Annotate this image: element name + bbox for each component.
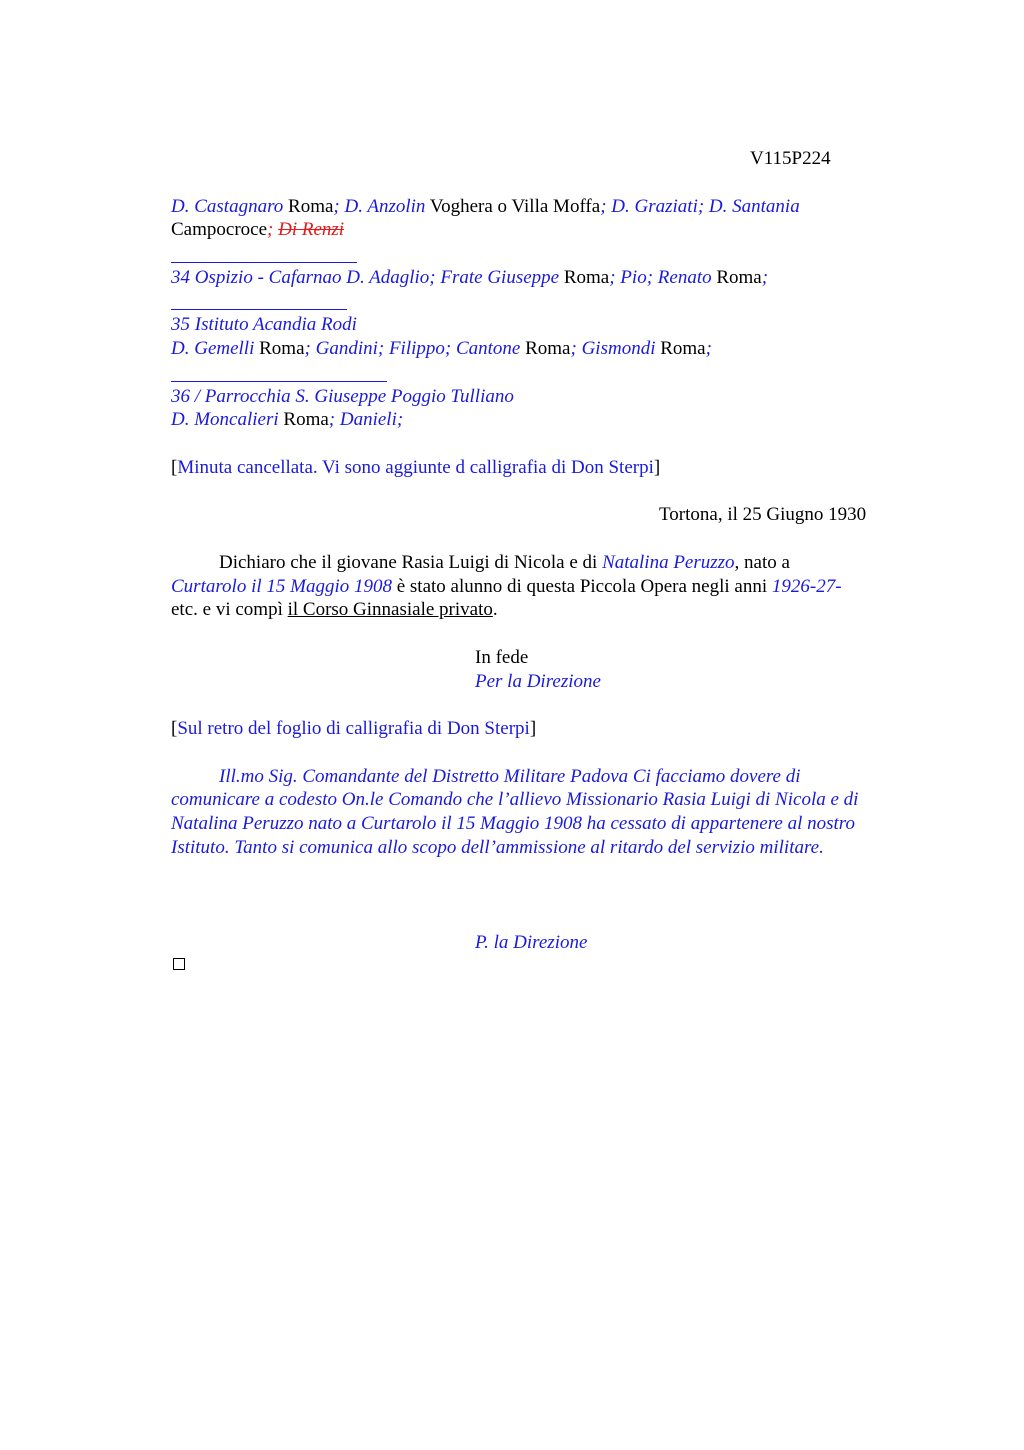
mother-name: Natalina Peruzzo <box>602 552 735 573</box>
name-castagnaro: D. Castagnaro <box>171 196 284 217</box>
school-years: 1926-27- <box>771 576 842 597</box>
letter-line-2: comunicare a codesto On.le Comando che l’allievo Missionario Rasia Luigi di Nicola e di <box>171 789 859 810</box>
divider-rule <box>171 309 347 310</box>
body-text: Dichiaro che il giovane Rasia Luigi di Nicola e di <box>219 552 603 573</box>
names-line-1 <box>171 195 800 218</box>
bracket-open: [ <box>171 718 178 739</box>
divider-rule <box>171 381 387 382</box>
signature-direzione: P. la Direzione <box>475 932 588 953</box>
section-36-line <box>171 408 403 431</box>
divider-rule <box>171 262 357 263</box>
document-code: V115P224 <box>750 148 831 169</box>
city-roma: Roma <box>655 338 706 359</box>
bracket-close: ] <box>653 457 661 478</box>
in-fede: In fede <box>475 647 529 668</box>
editorial-note-1 <box>171 456 660 479</box>
names-graziati-santania: D. Graziati; D. Santania <box>606 196 800 217</box>
separator: ; <box>705 338 712 359</box>
body-text: etc. e vi compì <box>171 599 288 620</box>
section-34-line <box>171 266 768 289</box>
names-line-2 <box>171 218 344 241</box>
section-36-title: 36 / Parrocchia S. Giuseppe Poggio Tulliano <box>171 386 514 407</box>
section-35-line <box>171 337 712 360</box>
name-gismondi: ; Gismondi <box>570 338 656 359</box>
city-roma: Roma <box>278 409 329 430</box>
birth-place-date: Curtarolo il 15 Maggio 1908 <box>171 576 392 597</box>
city-roma: Roma <box>711 267 762 288</box>
names-pio-renato: ; Pio; Renato <box>609 267 712 288</box>
section-35-title: 35 Istituto Acandia Rodi <box>171 314 357 335</box>
city-roma: Roma <box>254 338 305 359</box>
section-34-names: 34 Ospizio - Cafarnao D. Adaglio; Frate Giuseppe <box>171 267 560 288</box>
letter-line-1: Ill.mo Sig. Comandante del Distretto Militare Padova Ci facciamo dovere di <box>219 766 801 787</box>
city-campocroce: Campocroce <box>171 219 268 240</box>
letter-line-3: Natalina Peruzzo nato a Curtarolo il 15 Maggio 1908 ha cessato di appartenere al nostro <box>171 813 855 834</box>
body-line-2 <box>171 575 842 598</box>
name-anzolin: D. Anzolin <box>339 196 426 217</box>
body-line-1 <box>219 551 790 574</box>
names-gandini-filippo-cantone: ; Gandini; Filippo; Cantone <box>304 338 521 359</box>
body-text: . <box>492 599 498 620</box>
bracket-open: [ <box>171 457 178 478</box>
city-roma: Roma <box>283 196 334 217</box>
letter-line-4: Istituto. Tanto si comunica allo scopo dell’ammissione al ritardo del servizio militare. <box>171 837 824 858</box>
body-line-3 <box>171 598 498 621</box>
date-line: Tortona, il 25 Giugno 1930 <box>659 504 867 525</box>
note-text: Minuta cancellata. Vi sono aggiunte d calligrafia di Don Sterpi <box>177 457 654 478</box>
bracket-close: ] <box>529 718 537 739</box>
name-gemelli: D. Gemelli <box>171 338 255 359</box>
body-text: , nato a <box>734 552 790 573</box>
separator: ; <box>333 196 340 217</box>
note-text: Sul retro del foglio di calligrafia di Don Sterpi <box>177 718 530 739</box>
separator: ; <box>761 267 769 288</box>
city-voghera: Voghera o Villa Moffa <box>425 196 601 217</box>
separator: ; <box>267 219 279 240</box>
name-moncalieri: D. Moncalieri <box>171 409 279 430</box>
course-name: il Corso Ginnasiale privato <box>287 599 493 620</box>
separator: ; <box>600 196 607 217</box>
city-roma: Roma <box>559 267 610 288</box>
per-la-direzione: Per la Direzione <box>475 671 601 692</box>
struck-name-di-renzi: Di Renzi <box>278 219 345 240</box>
editorial-note-2 <box>171 717 536 740</box>
checkbox-square <box>173 958 185 970</box>
city-roma: Roma <box>520 338 571 359</box>
name-danieli: ; Danieli; <box>328 409 404 430</box>
body-text: è stato alunno di questa Piccola Opera negli anni <box>391 576 772 597</box>
